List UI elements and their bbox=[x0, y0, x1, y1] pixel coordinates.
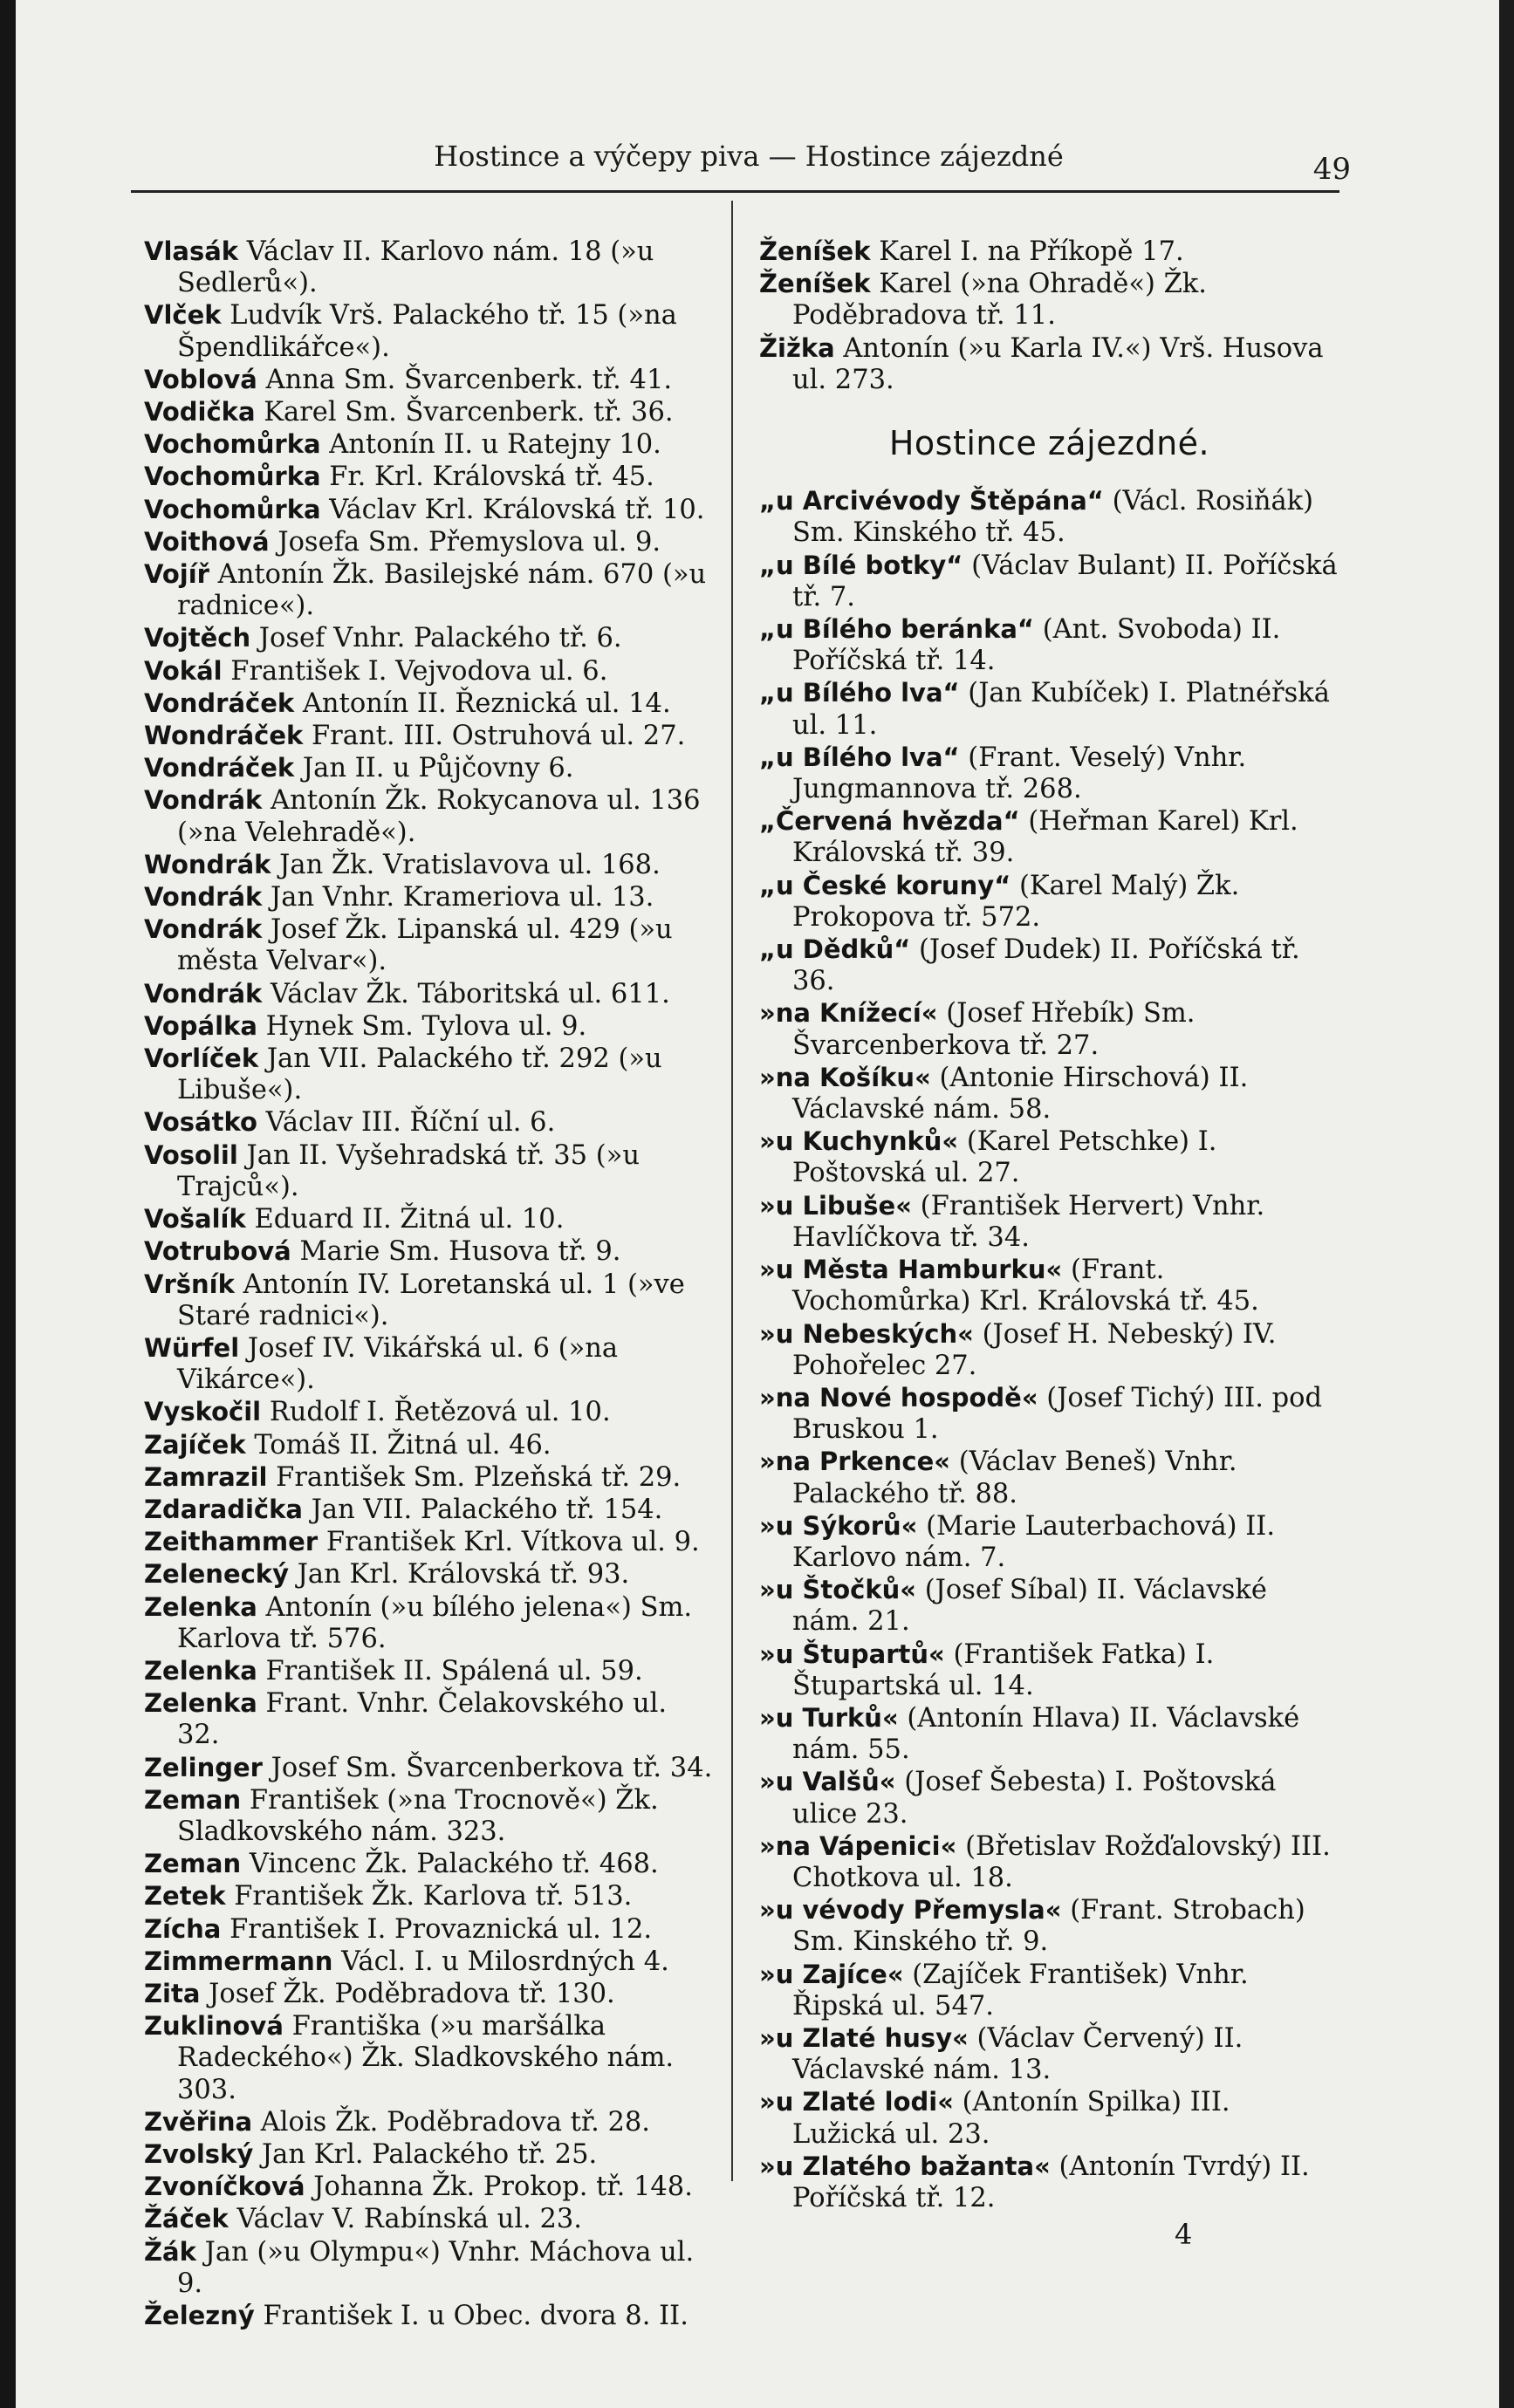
directory-entry bbox=[144, 526, 716, 558]
entry-details: Jan Krl. Palackého tř. 25. bbox=[261, 2138, 598, 2170]
entry-name: Zelenka bbox=[144, 1688, 257, 1719]
entry-details: (Josef Hřebík) Sm. Švarcenberkova tř. 27. bbox=[792, 998, 1195, 1061]
directory-entry bbox=[144, 978, 716, 1010]
entry-details: (Josef Tichý) III. pod Bruskou 1. bbox=[792, 1382, 1323, 1446]
directory-entry bbox=[144, 1655, 716, 1687]
entry-details: (Antonín Tvrdý) II. Poříčská tř. 12. bbox=[792, 2151, 1310, 2213]
entry-name: Vosolil bbox=[144, 1139, 238, 1170]
entry-name: Vlasák bbox=[144, 236, 239, 266]
entry-details: Antonín Žk. Basilejské nám. 670 (»u radnice«). bbox=[177, 559, 707, 622]
directory-entry bbox=[144, 2106, 716, 2138]
directory-entry bbox=[144, 881, 716, 913]
directory-entry bbox=[144, 784, 716, 848]
directory-entry bbox=[144, 1043, 716, 1106]
entry-details: (Ant. Svoboda) II. Poříčská tř. 14. bbox=[792, 614, 1281, 677]
directory-entry bbox=[759, 485, 1339, 549]
directory-entry bbox=[144, 913, 716, 977]
inn-entries bbox=[759, 485, 1339, 2214]
entry-name: Vošalík bbox=[144, 1204, 246, 1235]
entry-details: Anna Sm. Švarcenberk. tř. 41. bbox=[265, 364, 673, 395]
entry-name: Zajíček bbox=[144, 1429, 246, 1460]
entry-details: (Josef Dudek) II. Poříčská tř. 36. bbox=[792, 934, 1300, 997]
column-divider bbox=[731, 201, 733, 2181]
page-number: 49 bbox=[1312, 152, 1351, 187]
directory-entry bbox=[759, 997, 1339, 1061]
entry-details: František Žk. Karlova tř. 513. bbox=[234, 1881, 633, 1912]
directory-entry bbox=[144, 1913, 716, 1946]
directory-entry bbox=[759, 1318, 1339, 1382]
entry-name: Zeman bbox=[144, 1784, 242, 1815]
entry-details: Frant. Vnhr. Čelakovského ul. 32. bbox=[177, 1688, 668, 1751]
entry-details: Václ. I. u Milosrdných 4. bbox=[341, 1946, 669, 1977]
directory-entry bbox=[144, 236, 716, 299]
directory-entry bbox=[759, 1638, 1339, 1702]
running-head: Hostince a výčepy piva — Hostince zájezdné bbox=[434, 140, 1064, 173]
entry-name: Zelenka bbox=[144, 1655, 257, 1686]
directory-entry bbox=[144, 2300, 716, 2332]
entry-name: Vokál bbox=[144, 655, 223, 686]
directory-entry bbox=[759, 1062, 1339, 1125]
entry-name: Votrubová bbox=[144, 1236, 291, 1267]
entry-details: (Josef Šebesta) I. Poštovská ulice 23. bbox=[792, 1767, 1277, 1830]
entry-name: Ženíšek bbox=[759, 269, 871, 299]
entry-details: Karel (»na Ohradě«) Žk. Poděbradova tř. 11. bbox=[792, 269, 1207, 332]
entry-name: »u vévody Přemysla« bbox=[759, 1895, 1062, 1926]
entry-name: Vlček bbox=[144, 300, 222, 331]
entry-name: Voithová bbox=[144, 526, 270, 557]
entry-details: (Frant. Vochomůrka) Krl. Královská tř. 45. bbox=[792, 1255, 1259, 1317]
entry-details: Josef Vnhr. Palackého tř. 6. bbox=[258, 623, 622, 654]
directory-entry bbox=[144, 558, 716, 622]
directory-entry bbox=[144, 2010, 716, 2106]
entry-name: Vondráček bbox=[144, 753, 295, 783]
directory-entry bbox=[144, 622, 716, 654]
directory-entry bbox=[144, 849, 716, 881]
directory-entry bbox=[144, 1752, 716, 1784]
entry-name: „u Bílého beránka“ bbox=[759, 614, 1034, 645]
entry-name: »u Sýkorů« bbox=[759, 1510, 918, 1541]
entry-details: (Antonín Spilka) III. Lužická ul. 23. bbox=[792, 2087, 1230, 2150]
directory-entry bbox=[144, 461, 716, 493]
directory-entry bbox=[144, 1429, 716, 1461]
directory-entry bbox=[144, 1494, 716, 1526]
right-column bbox=[759, 236, 1339, 2214]
entry-name: Würfel bbox=[144, 1332, 240, 1363]
entry-name: Žižka bbox=[759, 332, 835, 363]
entry-name: »u Štočků« bbox=[759, 1575, 917, 1605]
entry-name: »na Košíku« bbox=[759, 1062, 931, 1092]
directory-entry bbox=[144, 1784, 716, 1848]
entry-details: Rudolf I. Řetězová ul. 10. bbox=[269, 1397, 611, 1428]
directory-entry bbox=[759, 1190, 1339, 1254]
entry-name: Wondrák bbox=[144, 849, 271, 879]
entry-name: Vochomůrka bbox=[144, 494, 321, 524]
directory-entry bbox=[759, 1254, 1339, 1317]
entry-details: František I. u Obec. dvora 8. II. bbox=[263, 2301, 688, 2331]
entry-details: Josef Žk. Lipanská ul. 429 (»u města Velvar«). bbox=[177, 914, 673, 977]
entry-details: (Antonín Hlava) II. Václavské nám. 55. bbox=[792, 1702, 1300, 1766]
directory-entry bbox=[759, 1382, 1339, 1446]
directory-entry bbox=[144, 688, 716, 720]
entry-details: Marie Sm. Husova tř. 9. bbox=[299, 1236, 621, 1268]
entry-details: František Krl. Vítkova ul. 9. bbox=[325, 1527, 700, 1558]
entry-details: Jan II. Vyšehradská tř. 35 (»u Trajců«). bbox=[177, 1139, 640, 1202]
entry-details: Antonín II. Řeznická ul. 14. bbox=[302, 688, 671, 719]
entry-name: Vodička bbox=[144, 397, 256, 428]
directory-entry bbox=[759, 1125, 1339, 1189]
entry-name: »u Nebeských« bbox=[759, 1318, 974, 1349]
entry-details: (Václav Beneš) Vnhr. Palackého tř. 88. bbox=[792, 1447, 1237, 1509]
entry-details: Frant. III. Ostruhová ul. 27. bbox=[312, 721, 686, 752]
entry-name: Zvěřina bbox=[144, 2106, 253, 2137]
entry-details: Vincenc Žk. Palackého tř. 468. bbox=[249, 1849, 659, 1880]
entry-name: Wondráček bbox=[144, 721, 304, 751]
entry-name: Zícha bbox=[144, 1913, 222, 1944]
entry-name: »na Vápenici« bbox=[759, 1830, 957, 1861]
entry-details: Tomáš II. Žitná ul. 46. bbox=[254, 1429, 551, 1461]
entry-details: (Antonie Hirschová) II. Václavské nám. 58. bbox=[792, 1062, 1249, 1125]
entry-details: (Karel Malý) Žk. Prokopova tř. 572. bbox=[792, 870, 1240, 933]
entry-name: Žáček bbox=[144, 2204, 229, 2234]
entry-name: Vojíř bbox=[144, 559, 209, 590]
entry-details: Václav Žk. Táboritská ul. 611. bbox=[271, 978, 670, 1009]
entry-details: (Karel Petschke) I. Poštovská ul. 27. bbox=[792, 1126, 1217, 1189]
directory-entry bbox=[144, 1235, 716, 1268]
entry-name: Zetek bbox=[144, 1881, 226, 1912]
entry-details: (Heřman Karel) Krl. Královská tř. 39. bbox=[792, 806, 1298, 869]
left-column bbox=[144, 236, 716, 2332]
entry-details: (František Hervert) Vnhr. Havlíčkova tř. 34. bbox=[792, 1190, 1265, 1253]
entry-details: (Václav Červený) II. Václavské nám. 13. bbox=[792, 2022, 1243, 2086]
entry-details: Josefa Sm. Přemyslova ul. 9. bbox=[277, 526, 661, 558]
directory-entry bbox=[759, 613, 1339, 677]
entry-name: Železný bbox=[144, 2301, 255, 2330]
entry-details: Josef IV. Vikářská ul. 6 (»na Vikárce«). bbox=[177, 1332, 619, 1396]
entry-name: „u České koruny“ bbox=[759, 870, 1011, 900]
entry-name: »u Zlaté lodi« bbox=[759, 2087, 954, 2117]
entry-name: »na Prkence« bbox=[759, 1447, 951, 1477]
entry-details: Václav II. Karlovo nám. 18 (»u Sedlerů«). bbox=[177, 236, 654, 299]
entry-name: „u Bílého lva“ bbox=[759, 678, 960, 708]
directory-entry bbox=[144, 2171, 716, 2203]
entry-details: Václav V. Rabínská ul. 23. bbox=[236, 2204, 582, 2235]
entry-details: Antonín (»u bílého jelena«) Sm. Karlova tř. 576. bbox=[177, 1591, 693, 1654]
directory-entry bbox=[144, 752, 716, 784]
entry-name: »u Štupartů« bbox=[759, 1638, 945, 1669]
entry-name: »na Knížecí« bbox=[759, 998, 938, 1029]
directory-entry bbox=[144, 1558, 716, 1591]
entry-name: Voblová bbox=[144, 364, 257, 394]
entry-name: Vondrák bbox=[144, 978, 263, 1009]
entry-details: Františka (»u maršálka Radeckého«) Žk. Sladkovského nám. 303. bbox=[177, 2011, 675, 2105]
directory-entry bbox=[759, 1894, 1339, 1958]
directory-entry bbox=[759, 1510, 1339, 1574]
directory-entry bbox=[759, 268, 1339, 332]
directory-entry bbox=[144, 1010, 716, 1043]
entry-name: Zelinger bbox=[144, 1752, 263, 1782]
entry-details: (Václ. Rosiňák) Sm. Kinského tř. 45. bbox=[792, 486, 1314, 549]
entry-name: Zvoníčková bbox=[144, 2172, 305, 2202]
entry-details: (Frant. Veselý) Vnhr. Jungmannova tř. 268. bbox=[792, 742, 1247, 805]
directory-entry bbox=[144, 1591, 716, 1655]
entry-name: „u Arcivévody Štěpána“ bbox=[759, 486, 1104, 516]
entry-name: Vosátko bbox=[144, 1107, 257, 1138]
directory-entry bbox=[144, 720, 716, 752]
header-rule bbox=[131, 190, 1339, 193]
entry-name: Vršník bbox=[144, 1269, 235, 1299]
entry-name: »u Kuchynků« bbox=[759, 1126, 959, 1157]
entry-name: Vochomůrka bbox=[144, 462, 321, 492]
entry-details: (Jan Kubíček) I. Platnéřská ul. 11. bbox=[792, 678, 1330, 741]
entry-details: (Marie Lauterbachová) II. Karlovo nám. 7. bbox=[792, 1510, 1276, 1573]
entry-details: (Václav Bulant) II. Poříčská tř. 7. bbox=[792, 550, 1338, 612]
directory-entry bbox=[759, 332, 1339, 396]
entry-details: (Frant. Strobach) Sm. Kinského tř. 9. bbox=[792, 1895, 1305, 1958]
entry-name: Vochomůrka bbox=[144, 429, 321, 460]
entry-details: Jan VII. Palackého tř. 292 (»u Libuše«). bbox=[177, 1043, 662, 1106]
directory-entry bbox=[144, 1880, 716, 1912]
entry-details: Ludvík Vrš. Palackého tř. 15 (»na Špendlikářce«). bbox=[177, 300, 677, 363]
directory-entry bbox=[144, 2203, 716, 2235]
directory-entry bbox=[144, 1687, 716, 1751]
entry-details: Antonín IV. Loretanská ul. 1 (»ve Staré radnici«). bbox=[177, 1269, 685, 1331]
entry-name: Zvolský bbox=[144, 2138, 254, 2169]
entry-name: Vondrák bbox=[144, 785, 263, 816]
entry-name: Žák bbox=[144, 2236, 196, 2267]
entry-details: Václav III. Říční ul. 6. bbox=[265, 1107, 556, 1139]
entry-details: Hynek Sm. Tylova ul. 9. bbox=[265, 1010, 587, 1042]
entry-details: Jan II. u Půjčovny 6. bbox=[302, 753, 574, 784]
entry-name: »na Nové hospodě« bbox=[759, 1382, 1038, 1413]
directory-entry bbox=[759, 236, 1339, 268]
directory-entry bbox=[759, 677, 1339, 741]
entry-name: Zdaradička bbox=[144, 1494, 303, 1524]
right-column-entries bbox=[759, 236, 1339, 396]
entry-details: Johanna Žk. Prokop. tř. 148. bbox=[313, 2172, 693, 2203]
entry-name: „Červená hvězda“ bbox=[759, 806, 1020, 837]
directory-entry bbox=[144, 494, 716, 526]
directory-entry bbox=[144, 1106, 716, 1139]
entry-details: František II. Spálená ul. 59. bbox=[265, 1655, 643, 1686]
entry-name: Zita bbox=[144, 1978, 201, 2008]
directory-entry bbox=[759, 2086, 1339, 2150]
page-header bbox=[147, 133, 1351, 185]
entry-details: Jan Krl. Královská tř. 93. bbox=[297, 1559, 630, 1591]
directory-entry bbox=[144, 1203, 716, 1235]
entry-name: Vopálka bbox=[144, 1010, 257, 1041]
directory-entry bbox=[144, 2138, 716, 2171]
directory-entry bbox=[759, 1830, 1339, 1894]
directory-entry bbox=[759, 1702, 1339, 1766]
entry-name: Zamrazil bbox=[144, 1461, 268, 1492]
entry-name: Zelenecký bbox=[144, 1559, 289, 1590]
entry-name: Zeithammer bbox=[144, 1527, 319, 1557]
entry-name: Vyskočil bbox=[144, 1397, 262, 1427]
directory-entry bbox=[144, 1269, 716, 1332]
entry-name: »u Libuše« bbox=[759, 1190, 912, 1221]
entry-name: Vondrák bbox=[144, 882, 263, 913]
directory-entry bbox=[144, 1946, 716, 1978]
entry-name: »u Valšů« bbox=[759, 1767, 896, 1797]
directory-entry bbox=[759, 870, 1339, 934]
directory-entry bbox=[144, 2236, 716, 2300]
entry-details: Antonín (»u Karla IV.«) Vrš. Husova ul. 273. bbox=[792, 332, 1324, 395]
entry-details: Václav Krl. Královská tř. 10. bbox=[329, 494, 705, 525]
entry-name: »u Zlatého bažanta« bbox=[759, 2151, 1051, 2181]
entry-details: Alois Žk. Poděbradova tř. 28. bbox=[260, 2106, 650, 2138]
entry-details: Jan VII. Palackého tř. 154. bbox=[311, 1494, 663, 1525]
entry-details: (Zajíček František) Vnhr. Řipská ul. 547. bbox=[792, 1959, 1249, 2021]
entry-name: »u Zlaté husy« bbox=[759, 2022, 969, 2053]
entry-details: František I. Provaznická ul. 12. bbox=[229, 1913, 653, 1945]
directory-entry bbox=[759, 1446, 1339, 1509]
directory-entry bbox=[144, 1461, 716, 1494]
signature-mark: 4 bbox=[1175, 2218, 1193, 2251]
entry-name: Zimmermann bbox=[144, 1946, 333, 1976]
entry-details: Antonín II. u Ratejny 10. bbox=[329, 429, 661, 461]
directory-entry bbox=[144, 1139, 716, 1203]
entry-name: „u Bílé botky“ bbox=[759, 550, 963, 580]
entry-details: Antonín Žk. Rokycanova ul. 136 (»na Velehradě«). bbox=[177, 785, 701, 848]
directory-entry bbox=[144, 1396, 716, 1428]
entry-details: Karel Sm. Švarcenberk. tř. 36. bbox=[264, 397, 674, 428]
entry-details: Josef Žk. Poděbradova tř. 130. bbox=[209, 1978, 615, 2009]
directory-entry bbox=[144, 396, 716, 428]
entry-name: »u Turků« bbox=[759, 1702, 899, 1733]
directory-entry bbox=[144, 1978, 716, 2010]
section-title: Hostince zájezdné. bbox=[888, 424, 1210, 463]
entry-details: Josef Sm. Švarcenberkova tř. 34. bbox=[271, 1752, 713, 1783]
entry-name: Vojtěch bbox=[144, 623, 251, 653]
entry-details: (Josef H. Nebeský) IV. Pohořelec 27. bbox=[792, 1318, 1277, 1381]
directory-entry bbox=[759, 934, 1339, 997]
directory-entry bbox=[759, 1766, 1339, 1830]
entry-details: (Břetislav Rožďalovský) III. Chotkova ul. 18. bbox=[792, 1830, 1331, 1893]
entry-name: „u Dědků“ bbox=[759, 934, 911, 965]
entry-details: Jan (»u Olympu«) Vnhr. Máchova ul. 9. bbox=[177, 2236, 695, 2299]
directory-entry bbox=[144, 299, 716, 363]
directory-entry bbox=[144, 364, 716, 396]
directory-entry bbox=[759, 805, 1339, 869]
entry-name: Zuklinová bbox=[144, 2011, 284, 2042]
entry-name: „u Bílého lva“ bbox=[759, 742, 960, 772]
entry-details: František I. Vejvodova ul. 6. bbox=[230, 655, 608, 687]
directory-entry bbox=[144, 655, 716, 688]
entry-details: (Josef Síbal) II. Václavské nám. 21. bbox=[792, 1575, 1267, 1638]
directory-entry bbox=[144, 1332, 716, 1396]
entry-name: »u Města Hamburku« bbox=[759, 1255, 1063, 1285]
entry-name: Vorlíček bbox=[144, 1043, 259, 1074]
directory-entry bbox=[759, 1959, 1339, 2022]
directory-entry bbox=[144, 1848, 716, 1880]
directory-entry bbox=[759, 1574, 1339, 1638]
entry-details: František (»na Trocnově«) Žk. Sladkovského nám. 323. bbox=[177, 1784, 659, 1847]
entry-name: Vondráček bbox=[144, 688, 295, 718]
entry-details: Eduard II. Žitná ul. 10. bbox=[254, 1204, 565, 1235]
directory-entry bbox=[759, 2151, 1339, 2214]
directory-entry bbox=[759, 742, 1339, 805]
directory-entry bbox=[759, 550, 1339, 613]
entry-name: »u Zajíce« bbox=[759, 1959, 904, 1989]
directory-entry bbox=[144, 428, 716, 461]
entry-name: Vondrák bbox=[144, 914, 263, 945]
directory-entry bbox=[759, 2022, 1339, 2086]
entry-name: Ženíšek bbox=[759, 236, 871, 266]
entry-details: Fr. Krl. Královská tř. 45. bbox=[329, 462, 654, 493]
entry-details: Karel I. na Příkopě 17. bbox=[879, 236, 1184, 267]
entry-details: (František Fatka) I. Štupartská ul. 14. bbox=[792, 1638, 1215, 1701]
entry-details: Jan Vnhr. Krameriova ul. 13. bbox=[271, 882, 654, 913]
entry-details: František Sm. Plzeňská tř. 29. bbox=[276, 1461, 682, 1493]
entry-name: Zelenka bbox=[144, 1591, 257, 1622]
entry-details: Jan Žk. Vratislavova ul. 168. bbox=[279, 849, 661, 880]
directory-entry bbox=[144, 1526, 716, 1558]
entry-name: Zeman bbox=[144, 1849, 242, 1879]
